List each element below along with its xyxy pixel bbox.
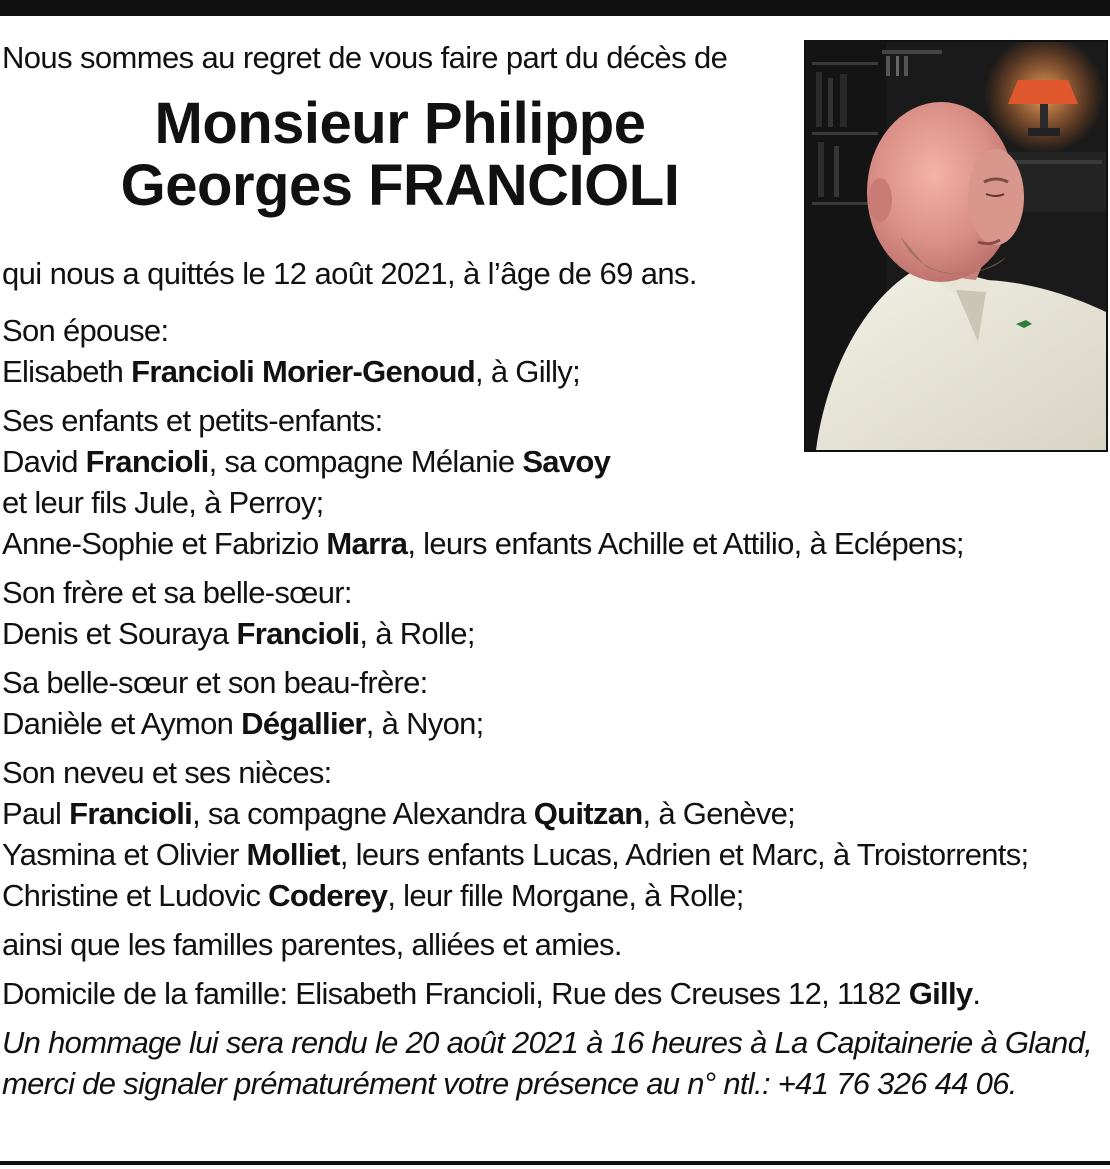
surname: Savoy — [522, 444, 611, 479]
text-fragment: Domicile de la famille: Elisabeth Francioli, Rue des Creuses 12, 1182 — [2, 976, 909, 1011]
text-fragment: Anne-Sophie et Fabrizio — [2, 526, 327, 561]
spouse-first: Elisabeth — [2, 354, 132, 389]
text-fragment: , leurs enfants Achille et Attilio, à Eclépens; — [407, 526, 964, 561]
nephews-section — [2, 752, 1108, 916]
brother-heading: Son frère et sa belle-sœur: — [2, 575, 352, 610]
nephews-heading: Son neveu et ses nièces: — [2, 755, 332, 790]
text-fragment: , leur fille Morgane, à Rolle; — [387, 878, 744, 913]
nephews-line-2 — [2, 834, 1108, 875]
family-list — [2, 310, 1108, 1112]
text-fragment: Paul — [2, 796, 70, 831]
text-fragment: Denis et Souraya — [2, 616, 237, 651]
surname: Coderey — [268, 878, 388, 913]
surname: Francioli — [236, 616, 360, 651]
children-section — [2, 400, 1108, 564]
text-fragment: Yasmina et Olivier — [2, 837, 247, 872]
children-line-1 — [2, 441, 1108, 482]
domicile-town: Gilly — [908, 976, 973, 1011]
bottom-border-rule — [0, 1161, 1110, 1165]
surname: Marra — [326, 526, 408, 561]
text-fragment: David — [2, 444, 86, 479]
deceased-name-line-1: Monsieur Philippe — [154, 91, 646, 156]
death-date-line: qui nous a quittés le 12 août 2021, à l’âge de 69 ans. — [2, 256, 697, 291]
text-fragment: , à Nyon; — [365, 706, 484, 741]
text-fragment: , leurs enfants Lucas, Adrien et Marc, à Troistorrents; — [339, 837, 1029, 872]
spouse-location: , à Gilly; — [475, 354, 580, 389]
text-fragment: Danièle et Aymon — [2, 706, 242, 741]
brother-section — [2, 572, 1108, 654]
children-heading: Ses enfants et petits-enfants: — [2, 403, 383, 438]
intro-text: Nous sommes au regret de vous faire part du décès de — [2, 40, 728, 75]
nephews-line-1 — [2, 793, 1108, 834]
text-fragment: , à Genève; — [642, 796, 796, 831]
inlaws-heading: Sa belle-sœur et son beau-frère: — [2, 665, 428, 700]
text-fragment: . — [972, 976, 981, 1011]
children-line-2: et leur fils Jule, à Perroy; — [2, 485, 324, 520]
surname: Quitzan — [533, 796, 643, 831]
brother-line — [2, 613, 1108, 654]
domicile-line — [2, 973, 1108, 1014]
inlaws-line — [2, 703, 1108, 744]
families-line: ainsi que les familles parentes, alliées et amies. — [2, 927, 622, 962]
spouse-surname: Francioli Morier-Genoud — [131, 354, 476, 389]
surname: Francioli — [69, 796, 193, 831]
children-line-3 — [2, 523, 1108, 564]
text-fragment: , sa compagne Mélanie — [208, 444, 523, 479]
spouse-line — [2, 351, 1108, 392]
surname: Francioli — [85, 444, 209, 479]
top-border-rule — [0, 0, 1110, 16]
hommage-section — [2, 1022, 1108, 1104]
spouse-heading: Son épouse: — [2, 313, 169, 348]
hommage-line-1: Un hommage lui sera rendu le 20 août 2021 à 16 heures à La Capitainerie à Gland, — [2, 1025, 1093, 1060]
nephews-line-3 — [2, 875, 1108, 916]
surname: Molliet — [246, 837, 340, 872]
hommage-line-2: merci de signaler prématurément votre présence au n° ntl.: +41 76 326 44 06. — [2, 1066, 1017, 1101]
text-fragment: , à Rolle; — [359, 616, 475, 651]
text-fragment: , sa compagne Alexandra — [192, 796, 534, 831]
deceased-name-line-2: Georges FRANCIOLI — [120, 153, 680, 218]
deceased-name — [0, 93, 800, 217]
families-section — [2, 924, 1108, 965]
text-fragment: Christine et Ludovic — [2, 878, 269, 913]
surname: Dégallier — [241, 706, 366, 741]
domicile-section — [2, 973, 1108, 1014]
inlaws-section — [2, 662, 1108, 744]
spouse-section — [2, 310, 1108, 392]
